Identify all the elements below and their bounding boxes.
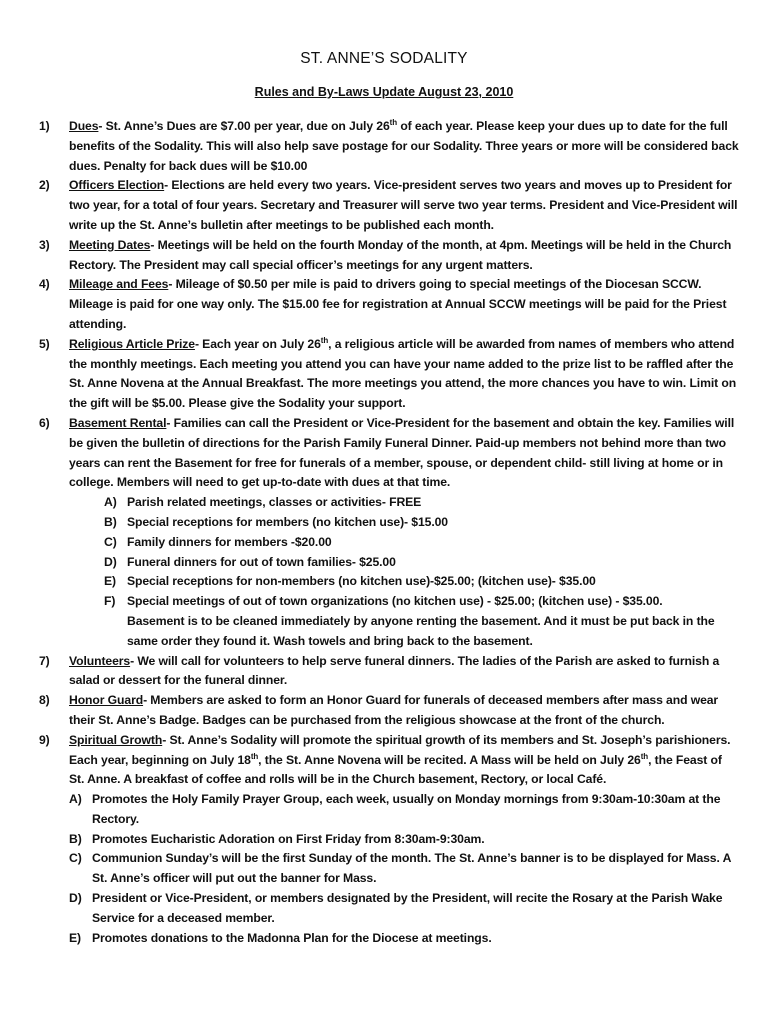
option-text: Promotes donations to the Madonna Plan for the Diocese at meetings. bbox=[92, 930, 492, 945]
rule-number: 6) bbox=[39, 415, 50, 430]
spiritual-option bbox=[69, 790, 739, 830]
rule-heading: Officers Election bbox=[69, 178, 165, 193]
rule-item-mileage-fees bbox=[39, 275, 739, 334]
ordinal-suffix: th bbox=[640, 751, 649, 761]
rule-heading: Volunteers bbox=[69, 653, 131, 668]
rule-text: - Families can call the President or Vice-President for the basement and obtain the key. Families will be given the bulletin of directions for the Parish Family Funeral Dinner. Paid-up members not behind more than two years can rent the Basement for free for funerals of a member, spouse, or dependent child- still living at home or in college. Members will need to get up-to-date with dues at that time. bbox=[69, 415, 735, 490]
rule-number: 5) bbox=[39, 336, 50, 351]
option-text: President or Vice-President, or members designated by the President, will recite the Rosary at the Parish Wake Service for a deceased member. bbox=[92, 891, 723, 925]
option-letter: B) bbox=[104, 514, 117, 529]
rule-text-cont: of each year. Please keep your dues up to date for the full benefits of the Sodality. This will also help save postage for our Sodality. Three years or more will be considered back dues. Penalty for back dues will be $10.00 bbox=[69, 119, 739, 173]
option-letter: D) bbox=[69, 891, 82, 906]
option-text: Communion Sunday’s will be the first Sunday of the month. The St. Anne’s banner is to be displayed for Mass. A St. Anne’s officer will put out the banner for Mass. bbox=[92, 851, 731, 886]
rule-text-cont: , the Feast of St. Anne. A breakfast of coffee and rolls will be in the Church basement, Rectory, or local Café. bbox=[69, 752, 722, 787]
rule-text: - St. Anne’s Sodality will promote the spiritual growth of its members and St. Joseph’s parishioners. Each year, beginning on July 18 bbox=[69, 732, 731, 767]
rule-heading: Meeting Dates bbox=[69, 237, 151, 252]
rule-text-cont: , a religious article will be awarded from names of members who attend the monthly meetings. Each meeting you attend you can have your name added to the prize list to be raffled after the St. Anne Novena at the Annual Breakfast. The more meetings you attend, the more chances you have to win. Limit on the gift will be $5.00. Please give the Sodality your support. bbox=[69, 336, 737, 411]
rule-item-officers-election bbox=[39, 176, 739, 235]
option-letter: F) bbox=[104, 594, 116, 609]
option-letter: E) bbox=[104, 574, 116, 589]
spiritual-option bbox=[69, 889, 739, 929]
spiritual-option bbox=[69, 929, 739, 949]
rule-number: 9) bbox=[39, 732, 50, 747]
option-text: Funeral dinners for out of town families- $25.00 bbox=[127, 554, 396, 569]
rules-list bbox=[39, 117, 739, 948]
basement-note: Basement is to be cleaned immediately by anyone renting the basement. And it must be put back in the same order they found it. Wash towels and bring back to the basement. bbox=[127, 613, 715, 648]
rule-number: 7) bbox=[39, 653, 50, 668]
option-letter: C) bbox=[69, 851, 82, 866]
option-text: Special meetings of out of town organizations (no kitchen use) - $25.00; (kitchen use) - $35.00. bbox=[127, 594, 663, 609]
rule-number: 2) bbox=[39, 178, 50, 193]
rule-item-volunteers bbox=[39, 652, 739, 692]
rule-number: 1) bbox=[39, 119, 50, 133]
rule-text: - Meetings will be held on the fourth Monday of the month, at 4pm. Meetings will be held in the Church Rectory. The President may call special officer’s meetings for any urgent matters. bbox=[69, 237, 732, 272]
rule-item-meeting-dates bbox=[39, 236, 739, 276]
rule-text: - Each year on July 26 bbox=[194, 336, 321, 351]
spiritual-option bbox=[69, 849, 739, 889]
option-letter: D) bbox=[104, 554, 117, 569]
basement-option bbox=[104, 592, 739, 612]
basement-option bbox=[104, 493, 739, 513]
rule-number: 3) bbox=[39, 237, 50, 252]
rule-item-honor-guard bbox=[39, 691, 739, 731]
rule-number: 4) bbox=[39, 277, 50, 292]
rule-text: - St. Anne’s Dues are $7.00 per year, due on July 26 bbox=[98, 119, 390, 133]
basement-option bbox=[104, 572, 739, 592]
option-letter: A) bbox=[104, 495, 117, 510]
option-text: Promotes Eucharistic Adoration on First Friday from 8:30am-9:30am. bbox=[92, 831, 485, 846]
rule-heading: Religious Article Prize bbox=[69, 336, 195, 351]
document-title: ST. ANNE’S SODALITY bbox=[300, 50, 468, 67]
rule-heading: Dues bbox=[69, 119, 99, 133]
option-letter: E) bbox=[69, 930, 81, 945]
option-text: Promotes the Holy Family Prayer Group, each week, usually on Monday mornings from 9:30am-10:30am at the Rectory. bbox=[92, 792, 721, 826]
rule-text-cont: , the St. Anne Novena will be recited. A Mass will be held on July 26 bbox=[258, 752, 641, 767]
basement-option bbox=[104, 533, 739, 553]
rule-heading: Basement Rental bbox=[69, 415, 167, 430]
option-text: Parish related meetings, classes or activities- FREE bbox=[127, 495, 422, 510]
rule-text: - Members are asked to form an Honor Guard for funerals of deceased members after mass and wear their St. Anne’s Badge. Badges can be purchased from the religious showcase at the front of the church. bbox=[69, 693, 719, 727]
rule-text: - We will call for volunteers to help serve funeral dinners. The ladies of the Parish are asked to furnish a salad or dessert for the funeral dinner. bbox=[69, 653, 720, 688]
rule-text: - Elections are held every two years. Vice-president serves two years and moves up to President for two year, for a total of four years. Secretary and Treasurer will serve two year terms. President and Vice-President will write up the St. Anne’s bulletin after meetings to be published each month. bbox=[69, 178, 738, 232]
option-letter: C) bbox=[104, 534, 117, 549]
rule-number: 8) bbox=[39, 693, 50, 708]
rule-item-religious-article-prize bbox=[39, 335, 739, 414]
rule-item-spiritual-growth bbox=[39, 731, 739, 790]
ordinal-suffix: th bbox=[250, 751, 259, 761]
option-letter: B) bbox=[69, 831, 82, 846]
rule-text: - Mileage of $0.50 per mile is paid to drivers going to special meetings of the Diocesan SCCW. Mileage is paid for one way only. The $15.00 fee for registration at Annual SCCW meetings will be paid for the Priest attending. bbox=[69, 277, 727, 331]
ordinal-suffix: th bbox=[320, 335, 329, 345]
basement-option bbox=[104, 513, 739, 533]
option-letter: A) bbox=[69, 792, 82, 807]
option-text: Family dinners for members -$20.00 bbox=[127, 534, 332, 549]
basement-option bbox=[104, 553, 739, 573]
spiritual-option bbox=[69, 830, 739, 850]
rule-item-dues bbox=[39, 117, 739, 176]
option-text: Special receptions for non-members (no kitchen use)-$25.00; (kitchen use)- $35.00 bbox=[127, 574, 596, 589]
option-text: Special receptions for members (no kitchen use)- $15.00 bbox=[127, 514, 448, 529]
rule-heading: Mileage and Fees bbox=[69, 277, 169, 292]
rule-heading: Honor Guard bbox=[69, 693, 144, 708]
rule-item-basement-rental bbox=[39, 414, 739, 493]
document-subtitle: Rules and By-Laws Update August 23, 2010 bbox=[254, 85, 514, 99]
ordinal-suffix: th bbox=[389, 117, 398, 127]
rule-heading: Spiritual Growth bbox=[69, 732, 163, 747]
